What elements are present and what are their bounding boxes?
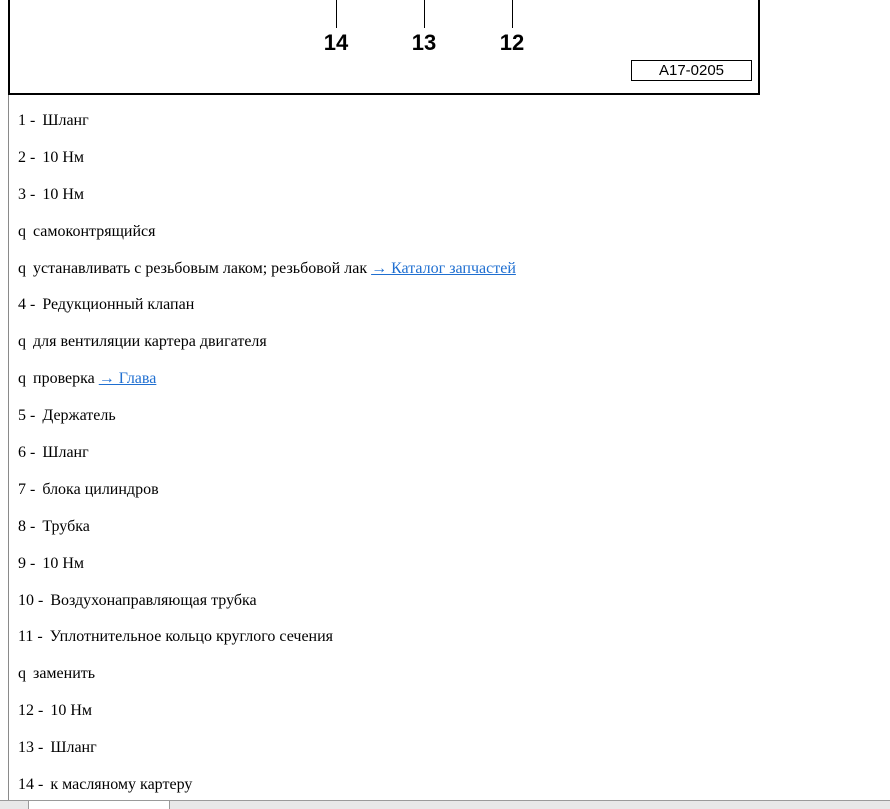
- item-bullet: q: [18, 665, 26, 683]
- item-text: устанавливать с резьбовым лаком; резьбовой лак: [33, 259, 372, 277]
- legend-item: [18, 216, 880, 253]
- item-bullet: q: [18, 259, 26, 277]
- item-text: заменить: [33, 665, 96, 683]
- legend-item: [18, 511, 880, 548]
- item-bullet: q: [18, 333, 26, 351]
- item-text: Держатель: [42, 407, 116, 425]
- item-number: 7 -: [18, 480, 36, 498]
- legend-item: [18, 585, 880, 622]
- legend-item: [18, 142, 880, 179]
- legend-item: [18, 253, 880, 290]
- item-text: проверка: [33, 370, 99, 388]
- item-number: 10 -: [18, 591, 44, 609]
- item-text: самоконтрящийся: [33, 222, 156, 240]
- item-text: Уплотнительное кольцо круглого сечения: [49, 628, 334, 646]
- legend-item: [18, 326, 880, 363]
- item-number: 2 -: [18, 148, 36, 166]
- item-text: 10 Нм: [42, 185, 85, 203]
- item-number: 1 -: [18, 112, 36, 129]
- item-number: 12 -: [18, 702, 44, 720]
- legend-item: [18, 548, 880, 585]
- legend-item: [18, 105, 880, 142]
- callout-line-12: [512, 0, 513, 28]
- item-text: к масляному картеру: [50, 776, 193, 794]
- bottom-tab[interactable]: [28, 800, 170, 809]
- item-number: 14 -: [18, 776, 44, 794]
- item-number: 4 -: [18, 296, 36, 314]
- item-text: Шланг: [42, 444, 89, 462]
- callout-number-12: 12: [499, 30, 525, 55]
- parts-catalog-link[interactable]: → Каталог запчастей: [371, 259, 516, 277]
- legend-item: [18, 474, 880, 511]
- item-text: 10 Нм: [50, 702, 93, 720]
- item-text: Воздухонаправляющая трубка: [50, 591, 257, 609]
- item-text: Шланг: [42, 112, 89, 129]
- item-number: 3 -: [18, 185, 36, 203]
- callout-number-14: 14: [323, 30, 349, 55]
- item-text: Редукционный клапан: [42, 296, 195, 314]
- chapter-link[interactable]: → Глава: [98, 370, 157, 388]
- item-text: для вентиляции картера двигателя: [33, 333, 267, 351]
- legend-item: [18, 621, 880, 658]
- item-bullet: q: [18, 370, 26, 388]
- legend-item: [18, 179, 880, 216]
- item-number: 13 -: [18, 739, 44, 757]
- item-text: 10 Нм: [42, 554, 85, 572]
- callout-line-14: [336, 0, 337, 28]
- callout-number-13: 13: [411, 30, 437, 55]
- legend-item: [18, 289, 880, 326]
- legend-item: [18, 658, 880, 695]
- legend-item: [18, 400, 880, 437]
- left-margin-rule: [8, 0, 9, 800]
- legend-item: [18, 695, 880, 732]
- item-text: блока цилиндров: [42, 480, 159, 498]
- item-number: 5 -: [18, 407, 36, 425]
- callout-line-13: [424, 0, 425, 28]
- item-number: 9 -: [18, 554, 36, 572]
- item-number: 11 -: [18, 628, 43, 646]
- item-text: Трубка: [42, 517, 90, 535]
- item-text: 10 Нм: [42, 148, 85, 166]
- item-number: 8 -: [18, 517, 36, 535]
- legend-item: [18, 437, 880, 474]
- item-bullet: q: [18, 222, 26, 240]
- item-number: 6 -: [18, 444, 36, 462]
- legend-item: [18, 363, 880, 400]
- diagram-figure: [8, 0, 760, 95]
- legend-list: [18, 105, 880, 806]
- legend-item: [18, 732, 880, 769]
- item-text: Шланг: [50, 739, 97, 757]
- figure-code: A17-0205: [631, 60, 752, 81]
